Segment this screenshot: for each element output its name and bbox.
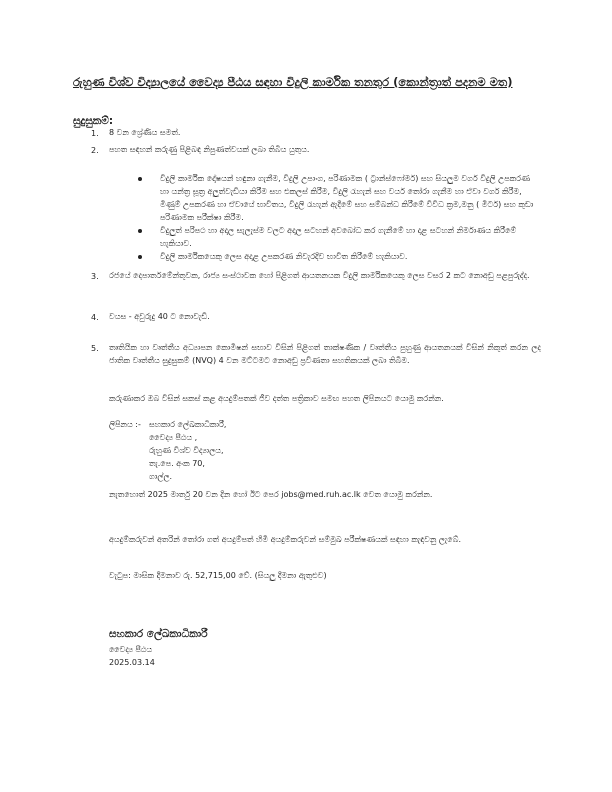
deadline-note: නැතහොත් 2025 මාර්තු 20 වන දින හෝ ඊට පෙර jobs@med.ruh.ac.lk වෙත යොමු කරන්න. (109, 490, 433, 499)
requirements-heading: සුදුසුකම්: (73, 115, 114, 127)
item-number: 3. (91, 272, 99, 281)
address-label: ලිපිනය :- (109, 420, 141, 429)
bullet-icon (138, 255, 142, 259)
list-item (133, 250, 541, 263)
address-line: තැ.පෙ. අංක 70, (149, 459, 205, 468)
list-item (133, 224, 541, 250)
bullet-text: විදුලුත් පරිපථ හා අදාල සැලැස්ම වලට අදාල සටහන් අවබෝධ කර ගැනීමේ හා දළ සටහන් නිර්මාණය කිරීමේ හැකියාව. (160, 226, 517, 248)
address-line: ගාල්ල. (149, 472, 173, 481)
bullet-icon (138, 229, 142, 233)
list-item (133, 172, 541, 224)
bullet-text: විදුලි කාර්මිකයෙකු ලෙස අදාළ උපකරණ නිවැරදිව භාවිත කිරීමේ හැකියාව. (160, 252, 408, 261)
apply-instruction: කරුණාකර ඔබ විසින් සකස් කළ අයදුම්පතක් ජීව දත්ත පත්‍රිකාව සමඟ පහත ලිපිනයට යොමු කරන්න. (109, 394, 444, 403)
address-line: රුහුණ විශ්ව විද්‍යාලය, (149, 446, 224, 455)
item-number: 4. (91, 313, 99, 322)
item-text: තෘතියික හා වෘත්තීය අධ්‍යාපන කොමිෂන් සභාව විසින් පිළිගත් තාක්ෂණික / වෘත්තීය පුහුණු ආයතනයක් විසින් නිකුත් කරන ලද ජාතික වෘත්තීය සුදුසුකම් (NVQ) 4 වන මට්ටමට නොඅඩු ප්‍රවීණතා සහතිකයක් ලබා තිබීම. (109, 343, 541, 365)
item-number: 5. (91, 344, 99, 353)
bullet-icon (138, 177, 142, 181)
skills-bullet-list (133, 172, 541, 263)
address-line: සහකාර ලේඛකාධිකාරී, (149, 420, 227, 429)
item-text: වයස - අවුරුදු 40 ට නොවැඩි. (109, 312, 210, 321)
bullet-text: විදුලි කාර්මික දෝෂයන් හඳුනා ගැනීම, විදුලි උපාංග, පරිණාමක ( ට්‍රාන්ස්ෆෝමර්) සහ සියලුම වර්ග විදුලි උපකරණ හා යන්ත්‍ර සූත්‍ර අලුත්වැඩියා කිරීම සහ එකලස් කිරීම, විදුලි රැහැන් සහ වයර් තෝරා ගැනීම හා ඒවා වර්ග කිරීම, මිණුම් උපකරණ හා ඒවායේ භාවිතය, විදුලි රැහැන් ඇදීමේ සහ සම්බන්ධ කිරීමේ විවිධ ක්‍රම,මනු ( මීටර්) සහ කුඩා පරිණාමක පරීක්ෂා කිරීම. (160, 174, 534, 222)
address-line: වෛද්‍ය පීඨය , (149, 433, 198, 442)
page-title: රුහුණ විශ්ව විද්‍යාලයේ වෛද්‍ය පීඨය සඳහා විදුලි කාර්මික තනතුර (කොන්ත්‍රාත් පදනම මත) (73, 75, 513, 89)
item-text: 8 වන ශ්‍රේණිය සමත්. (109, 128, 181, 137)
item-text: පහත සඳහන් කරුණු පිළිබඳ නිපුණත්වයක් ලබා තිබිය යුතුය. (109, 145, 310, 154)
salary-note: වැටුප: මාසික දීමනාව රු. 52,715,00 වේ. (සියලු දීමනා ඇතුළුව) (109, 571, 327, 580)
signature-date: 2025.03.14 (109, 658, 155, 667)
shortlist-note: අයදුම්කරුවන් අතරින් තෝරා ගත් අයදුම්පත් හිමි අයදුම්කරුවන් සම්මුඛ පරීක්ෂණයක් සඳහා කැඳවනු ලැබේ. (109, 535, 461, 544)
item-number: 2. (91, 146, 99, 155)
item-number: 1. (91, 129, 99, 138)
item-text: රජයේ දෙපාර්තමේන්තුවක, රාජ්‍ය සංස්ථාවක හෝ පිළිගත් ආයතනයක විදුලි කාර්මිකයෙකු ලෙස වසර 2 කට නොඅඩු පළපුරුද්ද. (109, 271, 530, 280)
signatory-title: සහකාර ලේඛකාධිකාරී (109, 628, 208, 640)
signatory-faculty: වෛද්‍ය පීඨය (109, 645, 153, 654)
